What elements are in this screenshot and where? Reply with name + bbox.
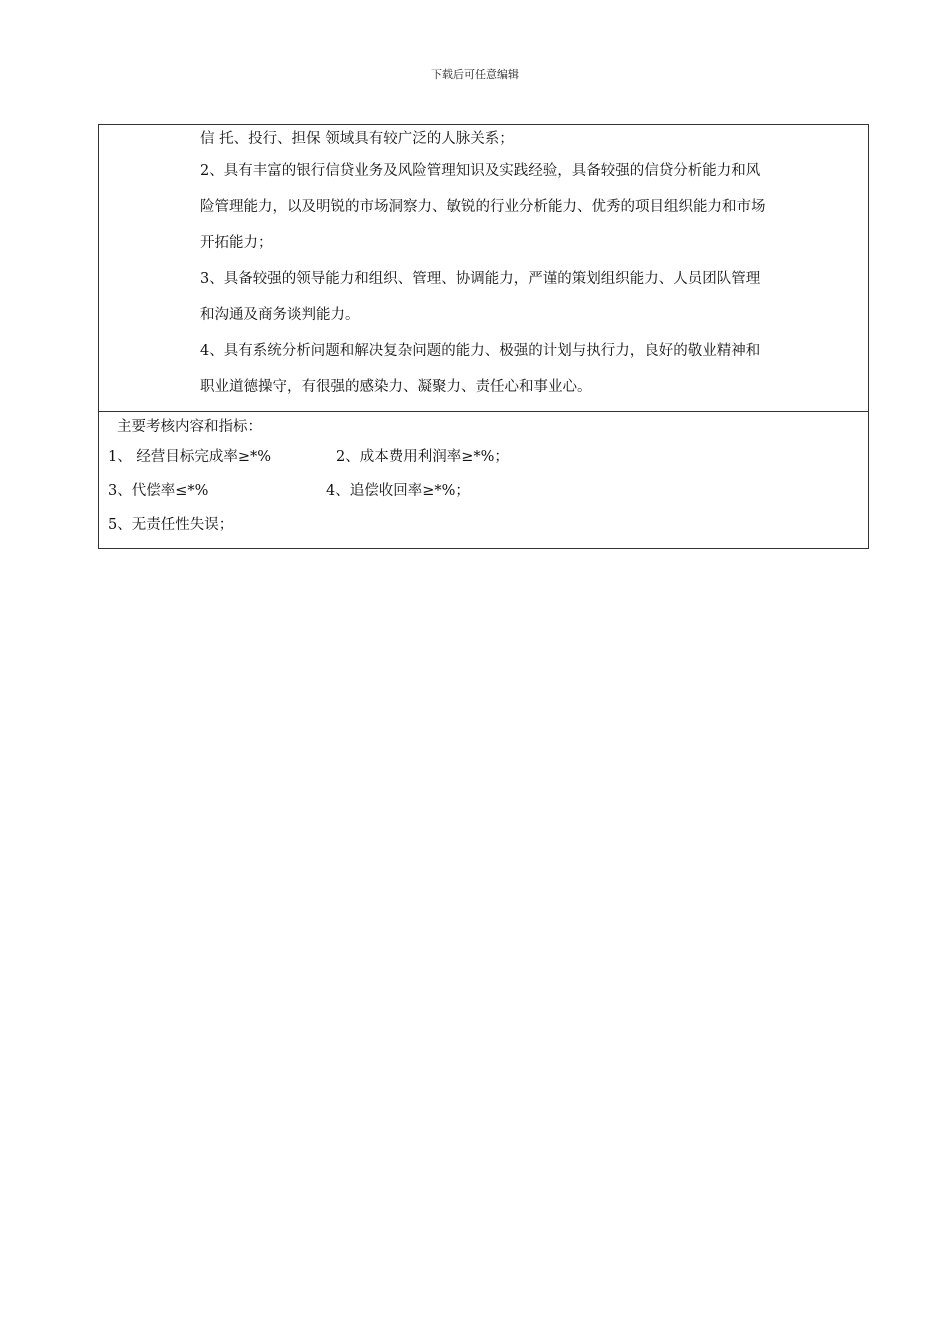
- kpi-row: [99, 508, 868, 542]
- kpi-cell: [99, 412, 868, 548]
- requirement-line: 4、具有系统分析问题和解决复杂问题的能力、极强的计划与执行力，良好的敬业精神和: [200, 343, 761, 359]
- kpi-item: 2、成本费用利润率≥*%；: [336, 449, 509, 465]
- requirements-cell: [99, 125, 868, 412]
- requirement-line: 险管理能力，以及明锐的市场洞察力、敏锐的行业分析能力、优秀的项目组织能力和市场: [200, 199, 766, 215]
- requirement-line: 职业道德操守，有很强的感染力、凝聚力、责任心和事业心。: [200, 379, 592, 395]
- kpi-item: 5、无责任性失误；: [108, 517, 234, 533]
- kpi-item: 1、 经营目标完成率≥*%: [108, 449, 272, 465]
- kpi-row: [99, 440, 868, 474]
- requirement-line: 开拓能力；: [200, 235, 273, 251]
- requirement-line: 2、具有丰富的银行信贷业务及风险管理知识及实践经验，具备较强的信贷分析能力和风: [200, 163, 761, 179]
- kpi-title: 主要考核内容和指标：: [117, 419, 262, 435]
- requirement-line: 3、具备较强的领导能力和组织、管理、协调能力，严谨的策划组织能力、人员团队管理: [200, 271, 761, 287]
- requirement-line: 和沟通及商务谈判能力。: [200, 307, 360, 323]
- page-header: 下载后可任意编辑: [431, 68, 519, 81]
- kpi-item: 3、代偿率≤*%: [108, 483, 209, 499]
- requirement-line: 信 托、投行、担保 领域具有较广泛的人脉关系；: [200, 131, 514, 147]
- job-requirements-table: [98, 124, 869, 549]
- kpi-item: 4、追偿收回率≥*%；: [326, 483, 470, 499]
- kpi-row: [99, 474, 868, 508]
